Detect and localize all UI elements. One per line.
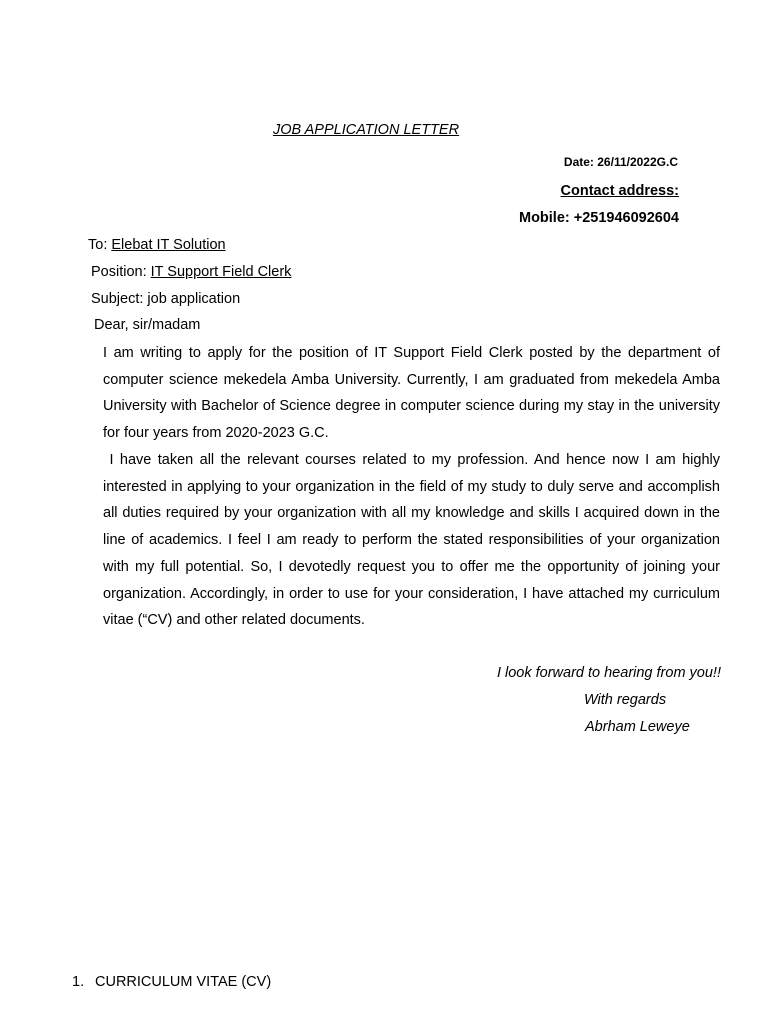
body-paragraph-2: I have taken all the relevant courses related to my profession. And hence now I am highly interested in applying to your organization in the field of my study to duly serve and accomplish all duties required by your organization with all my knowledge and skills I acquired down in the line of academics. I feel I am ready to perform the stated responsibilities of your organization with my full potential. So, I devotedly request you to offer me the opportunity of joining your organization. Accordingly, in order to use for your consideration, I have attached my curriculum vitae (“CV) and other related documents. [103, 452, 725, 629]
recipient-line [88, 237, 226, 253]
enclosure-label: CURRICULUM VITAE (CV) [95, 974, 272, 990]
letter-title: JOB APPLICATION LETTER [272, 122, 460, 138]
signature-name: Abrham Leweye [585, 719, 690, 735]
mobile-number: Mobile: +251946092604 [518, 210, 679, 226]
enclosure-list-item [72, 974, 271, 990]
regards-line: With regards [584, 692, 667, 708]
closing-line: I look forward to hearing from you!! [496, 665, 721, 681]
enclosure-number: 1. [72, 974, 85, 990]
recipient-name: Elebat IT Solution [111, 237, 226, 253]
subject-line: Subject: job application [91, 291, 241, 307]
letter-date: Date: 26/11/2022G.C [563, 155, 678, 169]
position-name: IT Support Field Clerk [150, 264, 292, 280]
contact-address-heading: Contact address: [560, 183, 679, 199]
position-label: Position: [91, 264, 151, 280]
position-line [91, 264, 291, 280]
recipient-label: To: [88, 237, 112, 253]
salutation: Dear, sir/madam [94, 317, 201, 333]
body-paragraph-1: I am writing to apply for the position of IT Support Field Clerk posted by the department of computer science mekedela Amba University. Currently, I am graduated from mekedela Amba University with Bachelor of Science degree in computer science during my stay in the university for four years from 2020-2023 G.C. [103, 345, 720, 442]
